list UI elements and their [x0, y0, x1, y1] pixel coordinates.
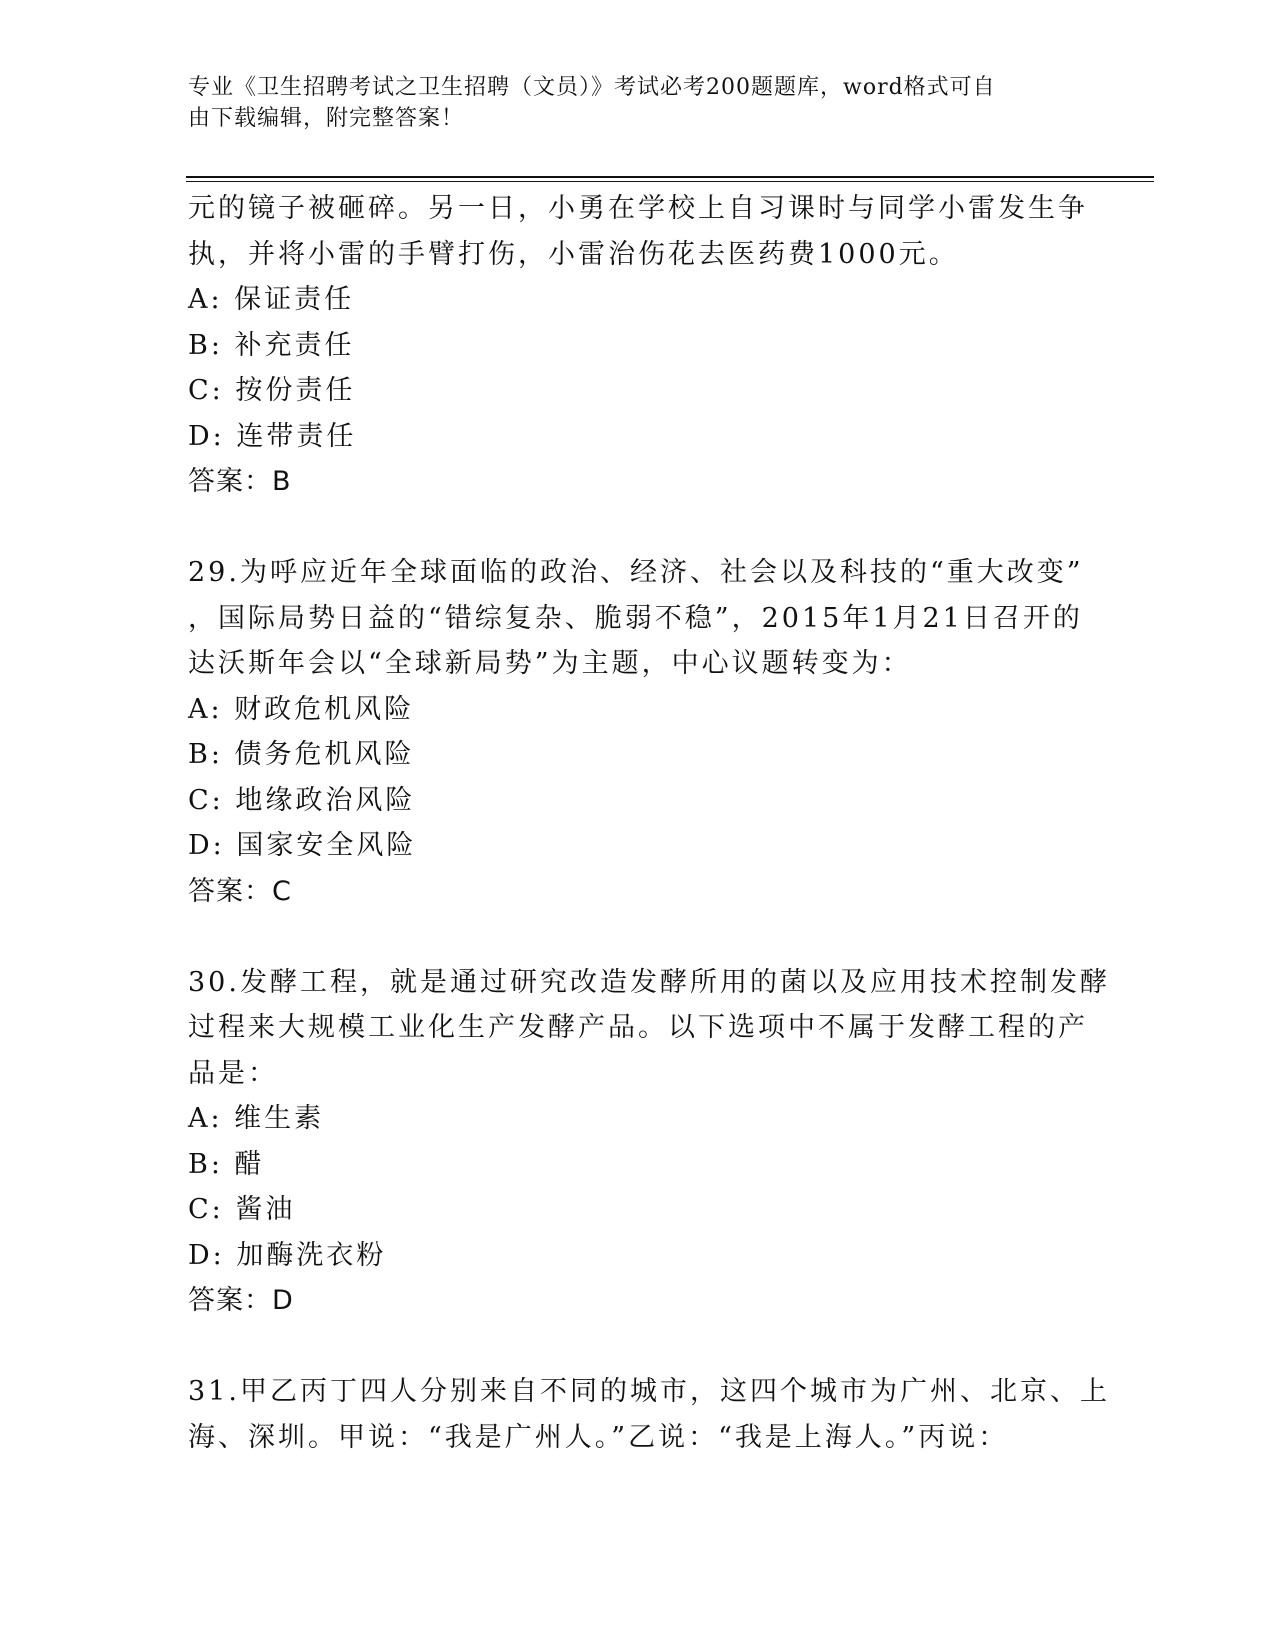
header-line-1: 专业《卫生招聘考试之卫生招聘（文员）》考试必考200题题库，word格式可自	[188, 75, 996, 100]
option-b: B: 补充责任	[188, 329, 355, 361]
header-divider-thin	[186, 181, 1154, 182]
option-c: C: 地缘政治风险	[188, 784, 416, 816]
answer: 答案：C	[188, 875, 292, 907]
answer: 答案：B	[188, 466, 292, 497]
question-31	[188, 1369, 1110, 1460]
question-text-line: 31.甲乙丙丁四人分别来自不同的城市，这四个城市为广州、北京、上	[188, 1376, 1110, 1407]
question-text-line: 品是：	[188, 1057, 278, 1089]
question-text-line: 29.为呼应近年全球面临的政治、经济、社会以及科技的“重大改变”	[188, 557, 1084, 588]
question-text-line: 过程来大规模工业化生产发酵产品。以下选项中不属于发酵工程的产	[188, 1012, 1088, 1043]
question-text-line: 达沃斯年会以“全球新局势”为主题，中心议题转变为：	[188, 648, 912, 679]
header-line-2: 由下载编辑，附完整答案！	[188, 106, 465, 131]
spacer	[188, 505, 1098, 551]
option-d: D: 连带责任	[188, 420, 357, 452]
spacer	[188, 1324, 1098, 1370]
option-b: B: 债务危机风险	[188, 739, 415, 770]
option-d: D: 加酶洗衣粉	[188, 1239, 387, 1271]
option-a: A: 维生素	[188, 1103, 325, 1134]
question-30	[188, 960, 1110, 1324]
spacer	[188, 914, 1098, 960]
question-text-line: 执，并将小雷的手臂打伤，小雷治伤花去医药费1000元。	[188, 238, 959, 270]
option-c: C: 酱油	[188, 1194, 296, 1225]
document-header	[188, 72, 1068, 134]
question-29	[188, 550, 1098, 914]
question-text-line: ，国际局势日益的“错综复杂、脆弱不稳”，2015年1月21日召开的	[188, 602, 1083, 634]
answer: 答案：D	[188, 1285, 294, 1316]
question-28	[188, 186, 1098, 505]
option-a: A: 财政危机风险	[188, 693, 415, 725]
option-d: D: 国家安全风险	[188, 830, 417, 861]
question-text-line: 海、深圳。甲说：“我是广州人。”乙说：“我是上海人。”丙说：	[188, 1421, 1009, 1453]
question-text-line: 元的镜子被砸碎。另一日，小勇在学校上自习课时与同学小雷发生争	[188, 193, 1088, 224]
header-divider-thick	[186, 176, 1154, 178]
question-text-line: 30.发酵工程，就是通过研究改造发酵所用的菌以及应用技术控制发酵	[188, 966, 1110, 998]
question-content	[188, 186, 1110, 1460]
option-b: B: 醋	[188, 1148, 265, 1180]
option-c: C: 按份责任	[188, 375, 356, 406]
option-a: A: 保证责任	[188, 284, 355, 315]
